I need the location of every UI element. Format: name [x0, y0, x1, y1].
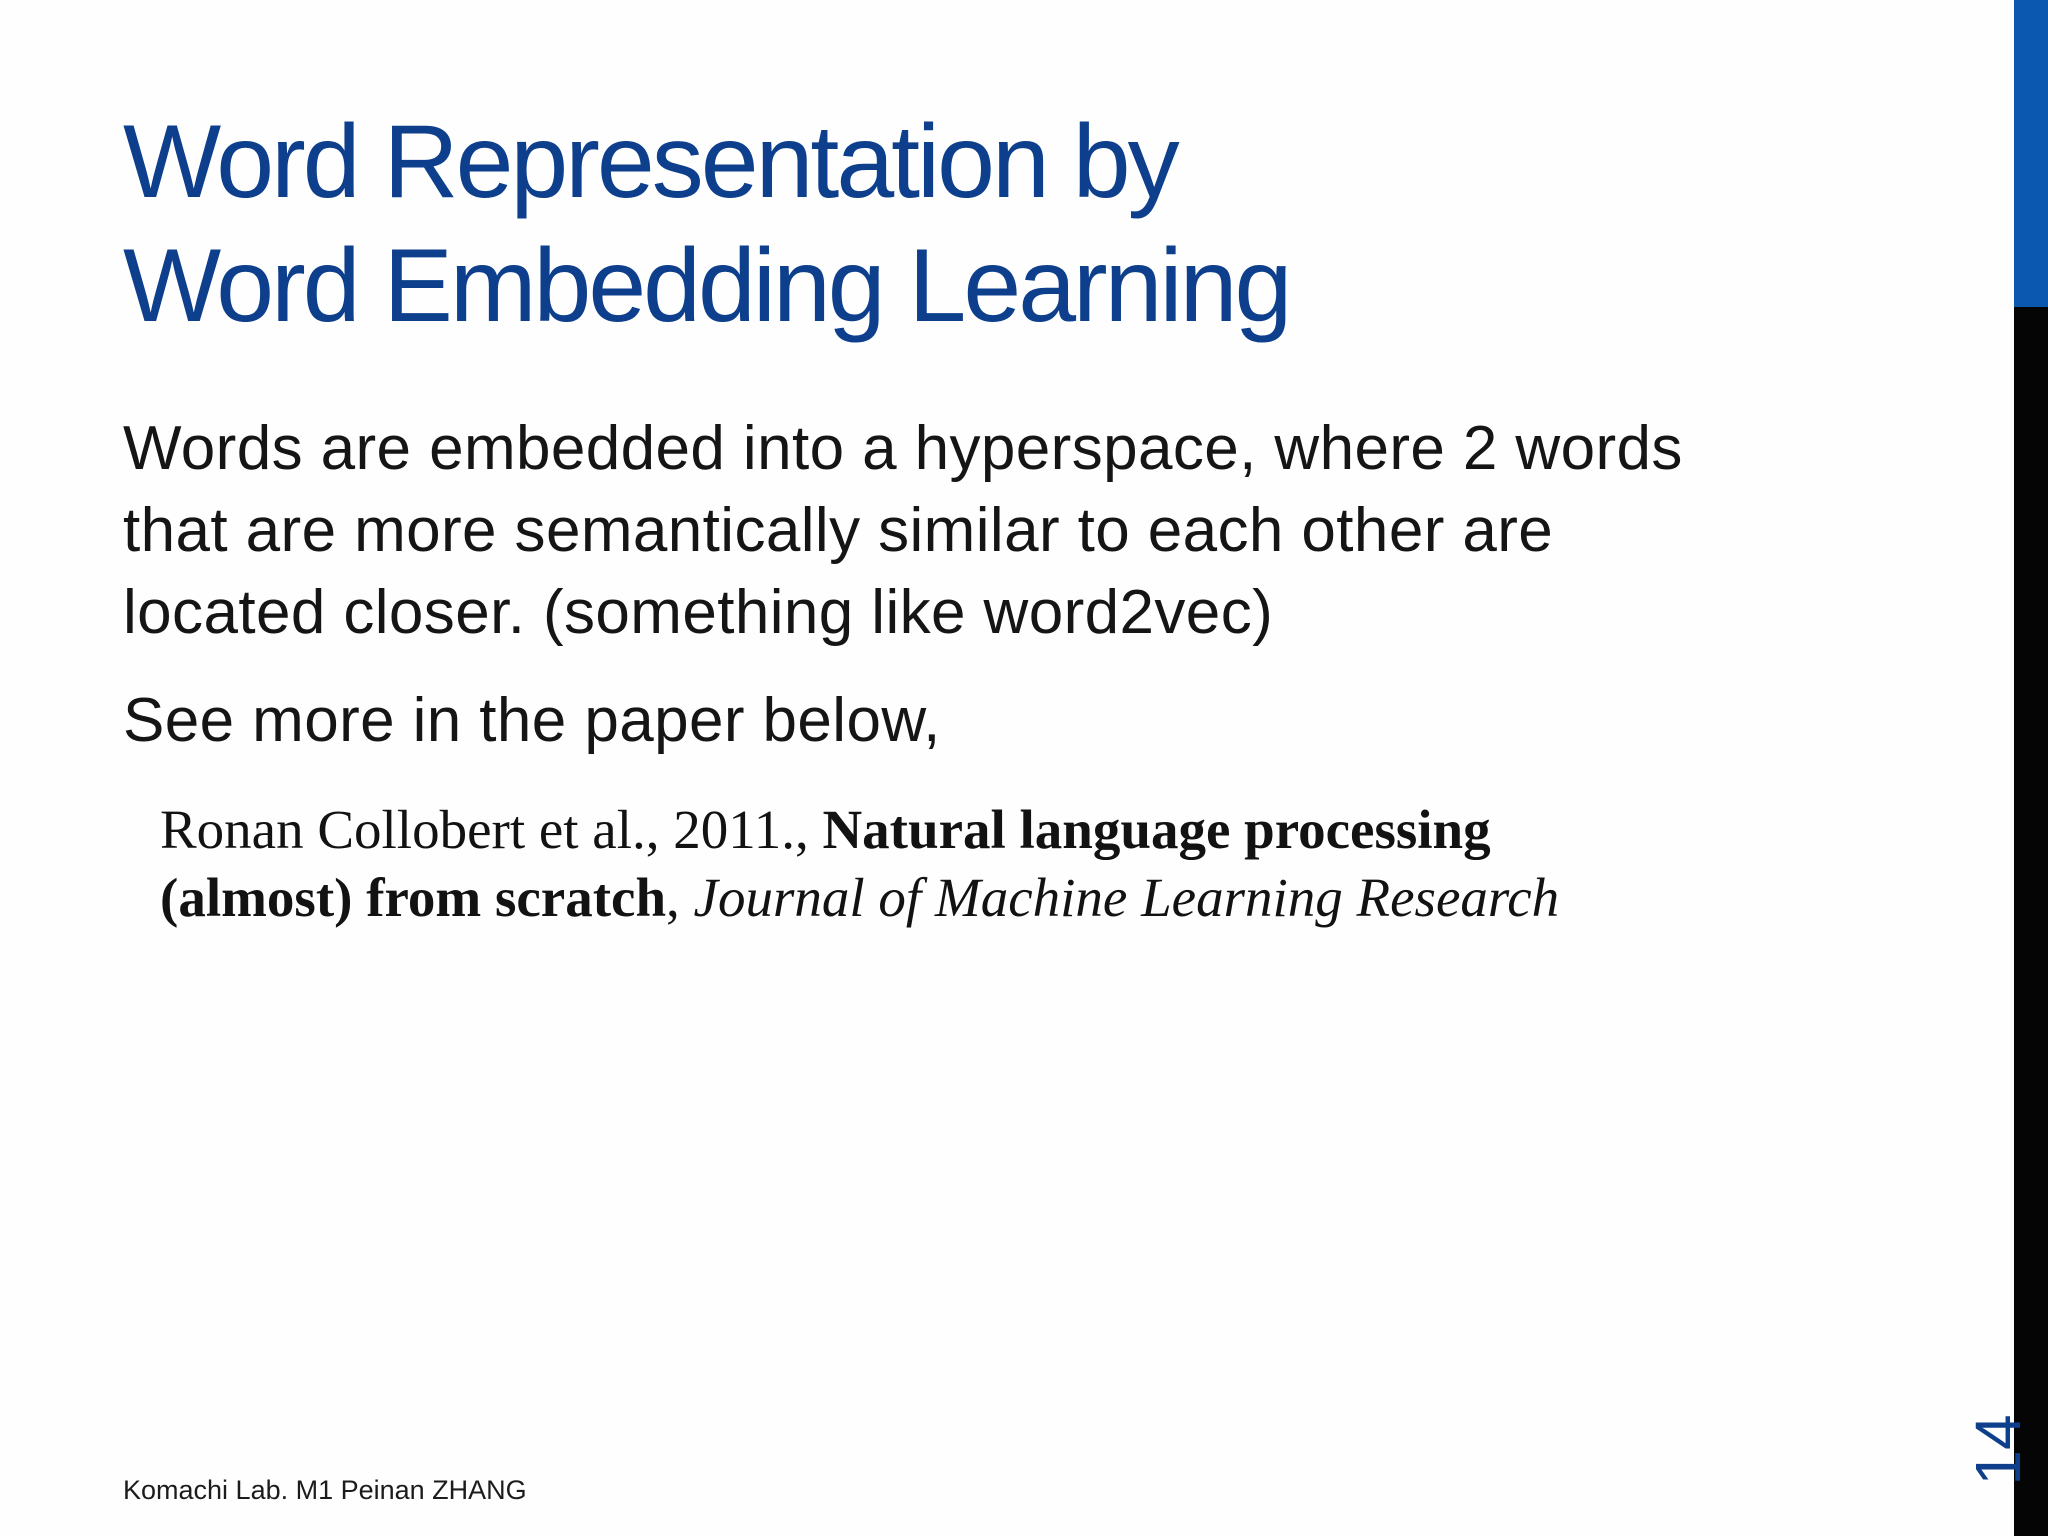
body-paragraph-2: See more in the paper below,: [123, 686, 941, 755]
slide-body: [123, 408, 1913, 762]
slide-title-line-1: Word Representation by: [123, 104, 1177, 220]
citation-line-2: [160, 864, 1940, 932]
citation-title-part-2: (almost) from scratch: [160, 867, 667, 928]
body-paragraph-1: [123, 408, 1913, 654]
slide-title-line-2: Word Embedding Learning: [123, 228, 1290, 344]
citation-title-part-1: Natural language processing: [822, 799, 1491, 860]
body-paragraph-1-line-2: that are more semantically similar to each other are: [123, 496, 1554, 565]
slide-footer: Komachi Lab. M1 Peinan ZHANG: [123, 1475, 527, 1505]
side-bar-accent: [2014, 0, 2048, 307]
body-paragraph-1-line-1: Words are embedded into a hyperspace, where 2 words: [123, 414, 1683, 483]
body-paragraph-1-line-3: located closer. (something like word2vec): [123, 578, 1274, 647]
slide-title: [123, 100, 1289, 348]
citation-authors: Ronan Collobert et al., 2011.,: [160, 799, 823, 860]
paper-citation: [160, 796, 1940, 932]
citation-separator: ,: [666, 867, 694, 928]
citation-line-1: [160, 796, 1940, 864]
page-number: 14: [1962, 1414, 2034, 1486]
citation-journal: Journal of Machine Learning Research: [693, 867, 1560, 928]
side-bar: [2014, 0, 2048, 1536]
